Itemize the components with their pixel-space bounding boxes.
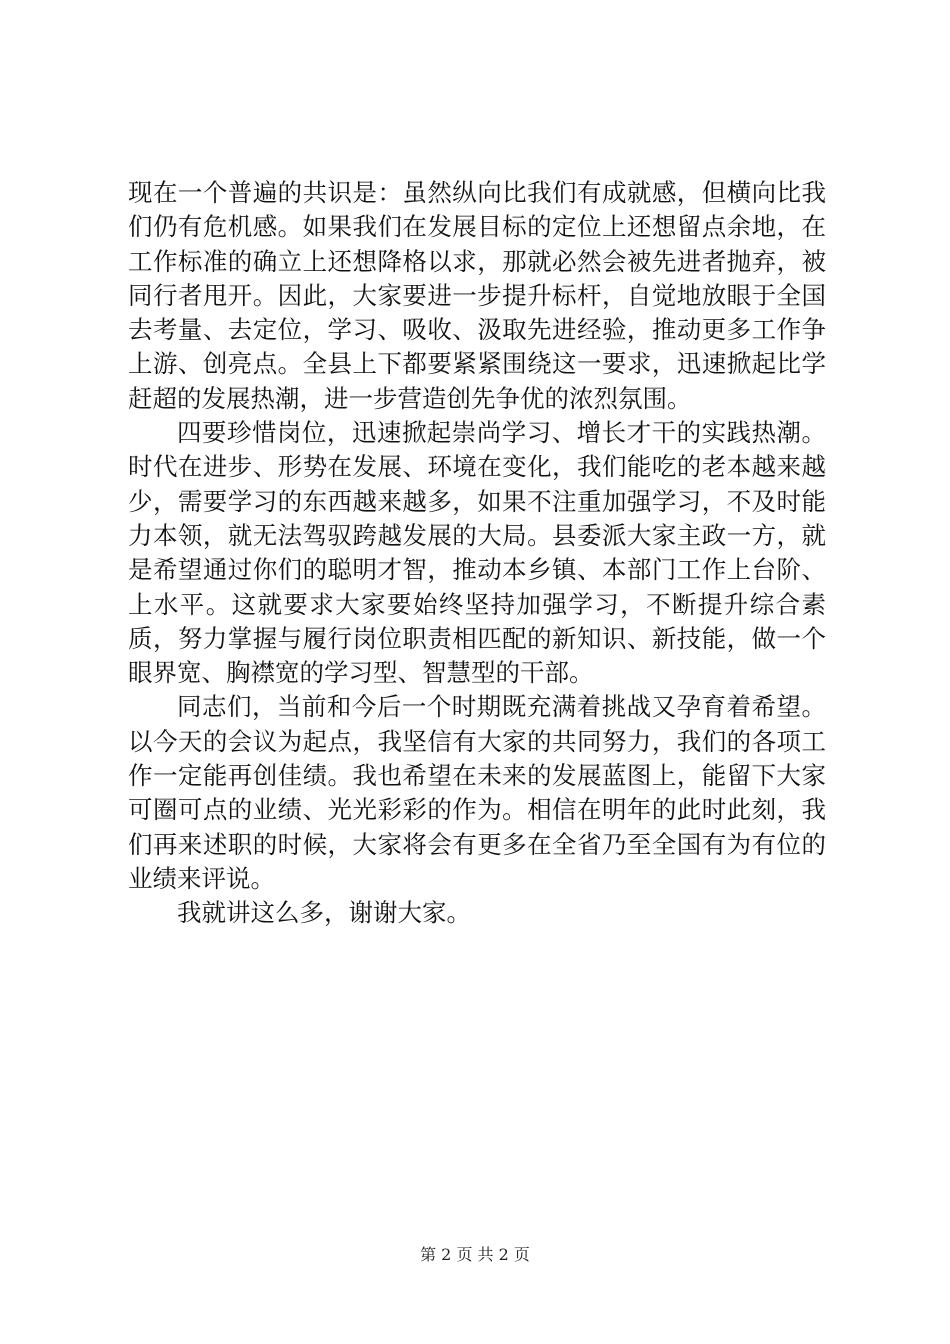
paragraph-1: 现在一个普遍的共识是：虽然纵向比我们有成就感，但横向比我们仍有危机感。如果我们在发展目标的定位上还想留点余地，在工作标准的确立上还想降格以求，那就必然会被先进者抛弃，被同行者甩开。因此，大家要进一步提升标杆，自觉地放眼于全国去考量、去定位，学习、吸收、汲取先进经验，推动更多工作争上游、创亮点。全县上下都要紧紧围绕这一要求，迅速掀起比学赶超的发展热潮，进一步营造创先争优的浓烈氛围。 [128,178,826,413]
paragraph-3: 同志们，当前和今后一个时期既充满着挑战又孕育着希望。以今天的会议为起点，我坚信有大家的共同努力，我们的各项工作一定能再创佳绩。我也希望在未来的发展蓝图上，能留下大家可圈可点的业绩、光光彩彩的作为。相信在明年的此时此刻，我们再来述职的时候，大家将会有更多在全省乃至全国有为有位的业绩来评说。 [128,692,826,893]
document-body [128,176,826,931]
paragraph-2: 四要珍惜岗位，迅速掀起崇尚学习、增长才干的实践热潮。时代在进步、形势在发展、环境在变化，我们能吃的老本越来越少，需要学习的东西越来越多，如果不注重加强学习，不及时能力本领，就无法驾驭跨越发展的大局。县委派大家主政一方，就是希望通过你们的聪明才智，推动本乡镇、本部门工作上台阶、上水平。这就要求大家要始终坚持加强学习，不断提升综合素质，努力掌握与履行岗位职责相匹配的新知识、新技能，做一个眼界宽、胸襟宽的学习型、智慧型的干部。 [128,418,826,688]
paragraph-4: 我就讲这么多，谢谢大家。 [177,898,471,928]
page-number-footer: 第 2 页 共 2 页 [420,1245,530,1264]
